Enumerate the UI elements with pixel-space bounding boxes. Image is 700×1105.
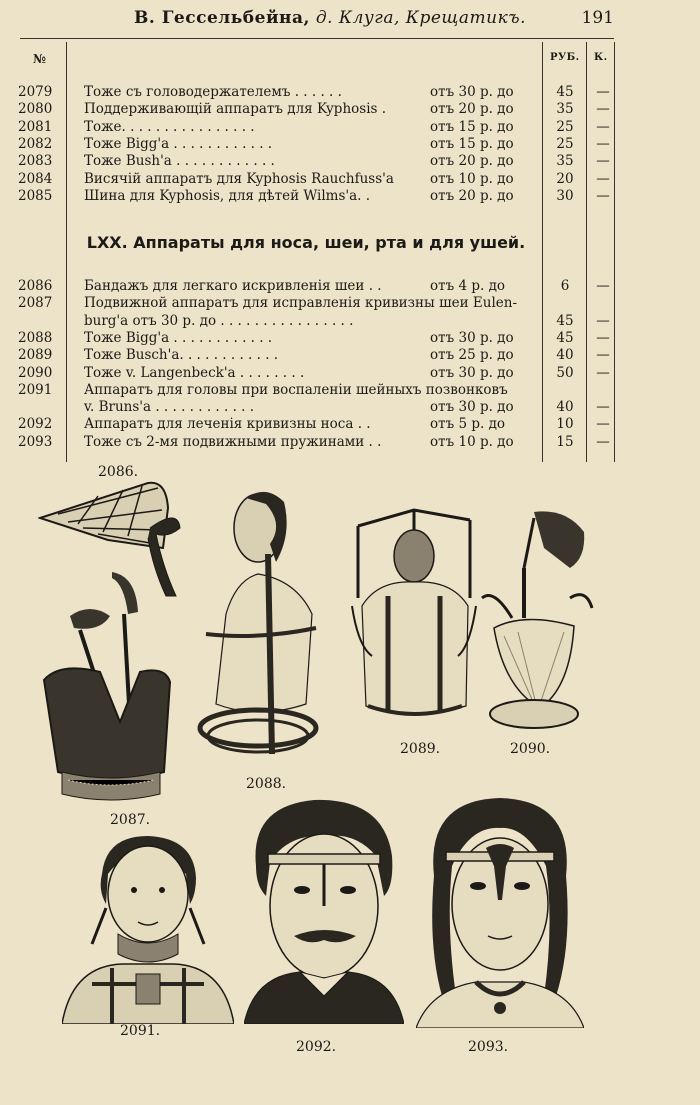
item-number: 2093 (18, 433, 53, 450)
nose-apparatus-man-illustration (244, 796, 404, 1024)
frame-harness-illustration (348, 506, 480, 741)
item-price-rubles: 10 (556, 416, 574, 433)
item-description: Тоже съ головодержателемъ . . . . . . (84, 84, 342, 100)
bruns-apparatus-illustration (62, 834, 234, 1024)
item-price-rubles: 40 (556, 347, 574, 364)
item-price-rubles: 25 (556, 118, 574, 135)
item-description: Тоже Bigg'a . . . . . . . . . . . . (84, 135, 273, 152)
item-number: 2087 (18, 295, 53, 312)
item-price-range: отъ 30 р. до (430, 329, 514, 346)
item-number: 2079 (18, 84, 53, 100)
item-price-rubles: 40 (556, 399, 574, 416)
item-number: 2089 (18, 347, 53, 364)
figure-label-2091: 2091. (120, 1023, 161, 1039)
table-row (0, 330, 700, 347)
item-description: burg'a отъ 30 р. до . . . . . . . . . . . . . . . . (84, 312, 354, 329)
figure-2093-nose-apparatus-woman (416, 796, 584, 1028)
figure-2087-neck-brace (40, 572, 175, 807)
figure-label-2087: 2087. (110, 812, 151, 828)
table-row (0, 171, 700, 188)
table-row (0, 347, 700, 364)
item-price-rubles: 45 (556, 329, 574, 346)
table-row (0, 136, 700, 153)
item-description: Бандажъ для легкаго искривленія шеи . . (84, 278, 382, 294)
item-number: 2088 (18, 329, 53, 346)
table-row (0, 295, 700, 312)
item-price-range: отъ 20 р. до (430, 153, 514, 170)
item-price-kopecks: — (596, 84, 610, 100)
item-price-range: отъ 25 р. до (430, 347, 514, 364)
table-row (0, 399, 700, 416)
figure-2092-nose-apparatus-man (244, 796, 404, 1024)
neck-brace-illustration (40, 572, 175, 807)
item-price-range: отъ 15 р. до (430, 118, 514, 135)
item-number: 2090 (18, 364, 53, 381)
item-price-kopecks: — (596, 135, 610, 152)
item-number: 2086 (18, 278, 53, 294)
table-row (0, 188, 700, 205)
table-row (0, 382, 700, 399)
item-number: 2083 (18, 153, 53, 170)
figure-label-2086: 2086. (98, 464, 139, 480)
item-number: 2082 (18, 135, 53, 152)
item-price-rubles: 20 (556, 170, 574, 187)
item-description: v. Bruns'a . . . . . . . . . . . . (84, 399, 255, 416)
figure-label-2092: 2092. (296, 1039, 337, 1055)
nose-apparatus-woman-illustration (416, 796, 584, 1028)
item-description: Тоже. . . . . . . . . . . . . . . . (84, 118, 255, 135)
item-price-kopecks: — (596, 170, 610, 187)
item-price-range: отъ 30 р. до (430, 84, 514, 100)
item-price-kopecks: — (596, 399, 610, 416)
item-price-kopecks: — (596, 433, 610, 450)
column-header-number: № (33, 52, 47, 66)
item-price-rubles: 25 (556, 135, 574, 152)
back-brace-illustration (196, 484, 326, 774)
item-price-range: отъ 20 р. до (430, 101, 514, 118)
running-head (100, 8, 560, 28)
item-price-range: отъ 10 р. до (430, 170, 514, 187)
table-row (0, 416, 700, 433)
item-price-range: отъ 30 р. до (430, 399, 514, 416)
item-price-kopecks: — (596, 187, 610, 204)
item-description: Тоже Busch'a. . . . . . . . . . . . (84, 347, 279, 364)
item-price-rubles: 35 (556, 101, 574, 118)
item-price-rubles: 35 (556, 153, 574, 170)
item-price-kopecks: — (596, 118, 610, 135)
column-header-rub: РУБ. (550, 52, 580, 63)
table-row (0, 278, 700, 295)
table-row (0, 313, 700, 330)
item-price-rubles: 45 (556, 84, 574, 100)
item-description: Аппаратъ для леченія кривизны носа . . (84, 416, 371, 433)
item-description: Тоже Bigg'a . . . . . . . . . . . . (84, 329, 273, 346)
item-description: Подвижной аппаратъ для исправленія кривизны шеи Eulen- (84, 295, 518, 312)
item-price-range: отъ 15 р. до (430, 135, 514, 152)
item-number: 2091 (18, 381, 53, 398)
item-price-range: отъ 30 р. до (430, 364, 514, 381)
table-row (0, 365, 700, 382)
item-price-kopecks: — (596, 278, 610, 294)
table-row (0, 434, 700, 451)
publisher-name: В. Гессельбейна, (133, 8, 310, 28)
item-price-kopecks: — (596, 329, 610, 346)
table-row (0, 119, 700, 136)
item-price-kopecks: — (596, 347, 610, 364)
item-description: Поддерживающій аппаратъ для Kyphosis . (84, 101, 387, 118)
item-price-kopecks: — (596, 153, 610, 170)
item-price-rubles: 45 (556, 312, 574, 329)
figure-2089-frame-harness (348, 506, 480, 741)
figure-2088-back-brace (196, 484, 326, 774)
page-number: 191 (581, 8, 614, 28)
column-header-kop: К. (594, 52, 608, 63)
item-price-kopecks: — (596, 101, 610, 118)
item-description: Аппаратъ для головы при воспаленіи шейныхъ позвонковъ (84, 381, 508, 398)
item-description: Тоже съ 2-мя подвижными пружинами . . (84, 433, 382, 450)
figure-label-2093: 2093. (468, 1039, 509, 1055)
item-price-rubles: 6 (560, 278, 570, 294)
item-description: Шина для Kyphosis, для дѣтей Wilms'a. . (84, 187, 371, 204)
item-description: Висячій аппаратъ для Kyphosis Rauchfuss'a (84, 170, 394, 187)
item-number: 2081 (18, 118, 53, 135)
item-price-kopecks: — (596, 416, 610, 433)
figure-label-2089: 2089. (400, 741, 441, 757)
figure-2090-langenbeck-apparatus (474, 508, 604, 736)
item-price-range: отъ 20 р. до (430, 187, 514, 204)
table-row (0, 84, 700, 101)
table-row (0, 101, 700, 118)
figure-2091-bruns-apparatus (62, 834, 234, 1024)
langenbeck-apparatus-illustration (474, 508, 604, 736)
item-price-kopecks: — (596, 364, 610, 381)
figure-label-2090: 2090. (510, 741, 551, 757)
item-number: 2080 (18, 101, 53, 118)
item-price-rubles: 50 (556, 364, 574, 381)
item-description: Тоже v. Langenbeck'a . . . . . . . . (84, 364, 305, 381)
section-title: LXX. Аппараты для носа, шеи, рта и для ушей. (86, 233, 526, 252)
item-price-range: отъ 4 р. до (430, 278, 506, 294)
item-number: 2084 (18, 170, 53, 187)
item-description: Тоже Bush'a . . . . . . . . . . . . (84, 153, 275, 170)
item-number: 2085 (18, 187, 53, 204)
item-price-range: отъ 5 р. до (430, 416, 506, 433)
item-number: 2092 (18, 416, 53, 433)
item-price-rubles: 30 (556, 187, 574, 204)
item-price-kopecks: — (596, 312, 610, 329)
publisher-address: д. Клуга, Крещатикъ. (315, 8, 527, 28)
figure-label-2088: 2088. (246, 776, 287, 792)
header-rule (20, 38, 614, 39)
table-row (0, 153, 700, 170)
item-price-rubles: 15 (556, 433, 574, 450)
item-price-range: отъ 10 р. до (430, 433, 514, 450)
